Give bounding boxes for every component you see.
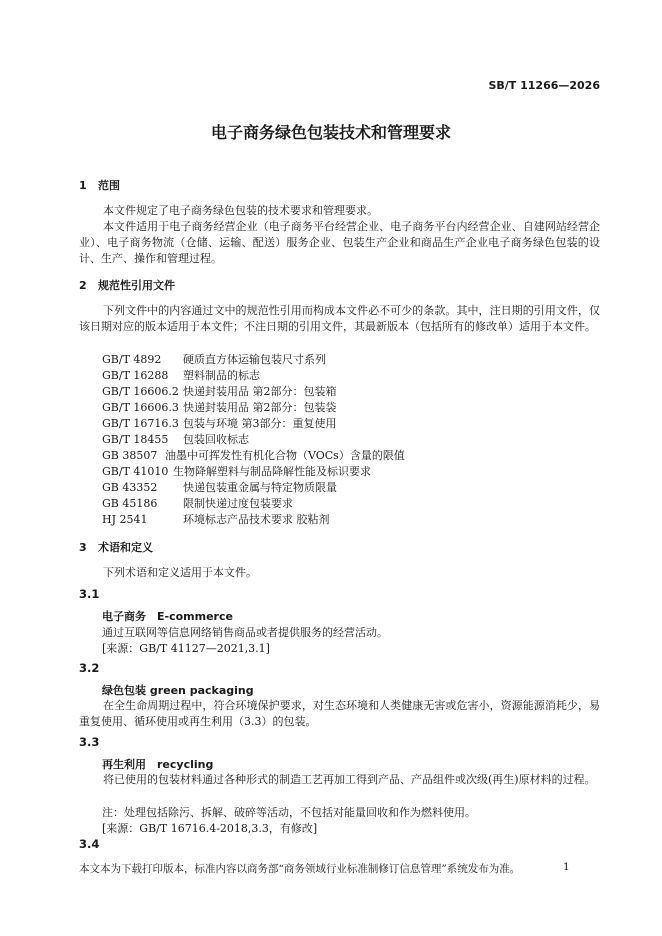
reference-code: GB 43352 [102, 481, 158, 494]
section-3-heading [79, 539, 153, 555]
reference-title: 生物降解塑料与制品降解性能及标识要求 [173, 465, 371, 478]
reference-title: 限制快递过度包装要求 [183, 497, 293, 510]
term-number: 3.1 [79, 587, 100, 601]
terms-intro: 下列术语和定义适用于本文件。 [103, 566, 257, 579]
section-number: 2 [79, 279, 87, 292]
reference-item [102, 431, 249, 447]
footer-notice: 本文本为下载打印版本，标准内容以商务部“商务领域行业标准制修订信息管理”系统发布为准。 [79, 863, 521, 875]
standard-number: SB/T 11266—2026 [488, 79, 600, 92]
term-number: 3.3 [79, 735, 100, 749]
reference-title: 包装与环境 第3部分：重复使用 [183, 417, 337, 430]
reference-title: 塑料制品的标志 [183, 369, 260, 382]
reference-item [102, 447, 405, 463]
term-definition: 在全生命周期过程中，符合环境保护要求，对生态环境和人类健康无害或危害小，资源能源消耗少，易重复使用、循环使用或再生利用（3.3）的包装。 [79, 699, 600, 728]
reference-title: 环境标志产品技术要求 胶粘剂 [183, 513, 330, 526]
section-number: 1 [79, 179, 87, 192]
reference-code: GB/T 16716.3 [102, 417, 179, 430]
reference-code: GB 45186 [102, 497, 158, 510]
section-1-heading [79, 177, 120, 193]
reference-title: 快递封装用品 第2部分：包装袋 [183, 401, 337, 414]
term-title: 绿色包装 green packaging [102, 684, 254, 697]
term-title: 电子商务 E-commerce [102, 610, 233, 623]
reference-item [102, 479, 337, 495]
reference-item [102, 495, 293, 511]
page-number: 1 [563, 861, 570, 873]
reference-code: GB/T 16606.2 [102, 385, 179, 398]
reference-title: 快递包装重金属与特定物质限量 [183, 481, 337, 494]
reference-title: 硬质直方体运输包装尺寸系列 [183, 353, 326, 366]
reference-item [102, 383, 337, 399]
reference-code: GB/T 16288 [102, 369, 169, 382]
reference-item [102, 415, 337, 431]
scope-paragraph-2: 本文件适用于电子商务经营企业（电子商务平台经营企业、电子商务平台内经营企业、自建网站经营企业）、电子商务物流（仓储、运输、配送）服务企业、包装生产企业和商品生产企业电子商务绿色包装的设计、生产、操作和管理过程。 [79, 220, 600, 265]
reference-item [102, 399, 337, 415]
reference-code: GB/T 18455 [102, 433, 169, 446]
term-number: 3.4 [79, 837, 100, 851]
reference-title: 包装回收标志 [183, 433, 249, 446]
references-intro: 下列文件中的内容通过文中的规范性引用而构成本文件必不可少的条款。其中，注日期的引用文件，仅该日期对应的版本适用于本文件；不注日期的引用文件，其最新版本（包括所有的修改单）适用于本文件。 [79, 304, 600, 333]
section-title: 术语和定义 [98, 541, 153, 554]
term-definition: 将已使用的包装材料通过各种形式的制造工艺再加工得到产品、产品组件或次级(再生)原材料的过程。 [103, 773, 596, 786]
term-number: 3.2 [79, 661, 100, 675]
document-title: 电子商务绿色包装技术和管理要求 [210, 123, 451, 142]
section-number: 3 [79, 541, 87, 554]
reference-code: GB/T 4892 [102, 353, 162, 366]
section-title: 范围 [98, 179, 120, 192]
term-note: 注：处理包括除污、拆解、破碎等活动，不包括对能量回收和作为燃料使用。 [102, 806, 476, 819]
reference-item [102, 463, 371, 479]
term-source: [来源：GB/T 16716.4-2018,3.3，有修改] [102, 822, 318, 835]
reference-code: HJ 2541 [102, 513, 148, 526]
term-source: [来源：GB/T 41127—2021,3.1] [102, 642, 270, 655]
term-title: 再生利用 recycling [102, 758, 214, 771]
reference-title: 快递封装用品 第2部分：包装箱 [183, 385, 337, 398]
term-definition: 通过互联网等信息网络销售商品或者提供服务的经营活动。 [102, 626, 388, 639]
reference-item [102, 367, 260, 383]
reference-title: 油墨中可挥发性有机化合物（VOCs）含量的限值 [165, 449, 405, 462]
reference-item [102, 351, 326, 367]
reference-item [102, 511, 330, 527]
reference-code: GB 38507 [102, 449, 158, 462]
reference-code: GB/T 16606.3 [102, 401, 179, 414]
scope-paragraph-1: 本文件规定了电子商务绿色包装的技术要求和管理要求。 [103, 204, 378, 217]
reference-code: GB/T 41010 [102, 465, 169, 478]
section-2-heading [79, 277, 175, 293]
section-title: 规范性引用文件 [98, 279, 175, 292]
